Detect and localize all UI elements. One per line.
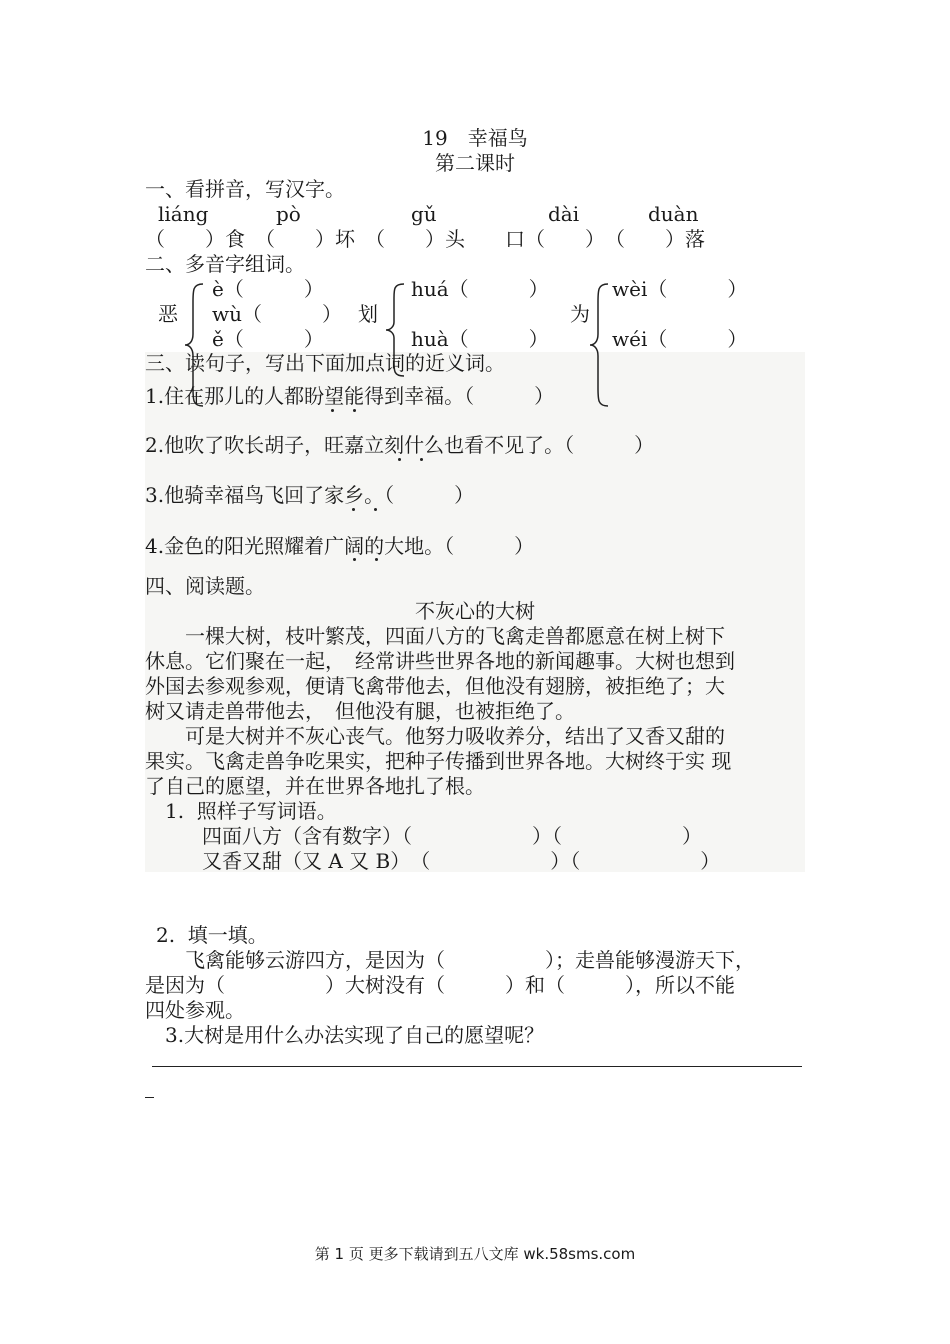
reading-e4[interactable]: è（ ）	[212, 277, 324, 301]
polyphone-char-e: 恶	[158, 302, 178, 326]
section1-blanks[interactable]: （ ）食 （ ）坏 （ ）头 口（ ） （ ）落	[145, 227, 705, 251]
answer-line-stub	[145, 1097, 154, 1098]
left-brace-icon	[588, 282, 610, 408]
q1-label: 1. 照样子写词语。	[165, 799, 337, 823]
pinyin-liang: liáng	[158, 202, 209, 226]
emphasis-dot	[420, 458, 423, 461]
passage-line: 休息。它们聚在一起， 经常讲些世界各地的新闻趣事。大树也想到	[145, 649, 735, 673]
reading-wu4[interactable]: wù（ ）	[212, 302, 342, 326]
q2-label: 2. 填一填。	[156, 923, 268, 947]
lesson-title: 19 幸福鸟	[422, 126, 528, 150]
pinyin-gu: gǔ	[411, 202, 437, 226]
emphasis-dot	[398, 458, 401, 461]
answer-line[interactable]	[152, 1066, 802, 1067]
pinyin-dai: dài	[548, 202, 580, 226]
sentence-1[interactable]: 1.住在那儿的人都盼望能得到幸福。（ ）	[145, 384, 555, 408]
emphasis-dot	[353, 409, 356, 412]
passage-line: 一棵大树，枝叶繁茂，四面八方的飞禽走兽都愿意在树上树下	[145, 624, 725, 648]
q3-label: 3.大树是用什么办法实现了自己的愿望呢？	[165, 1023, 545, 1047]
sentence-4[interactable]: 4.金色的阳光照耀着广阔的大地。（ ）	[145, 534, 535, 558]
q2-line-2[interactable]: 是因为（ ）大树没有（ ）和（ ），所以不能	[145, 973, 735, 997]
q2-line-3: 四处参观。	[145, 998, 245, 1022]
emphasis-dot	[352, 508, 355, 511]
sentence-2[interactable]: 2.他吹了吹长胡子，旺嘉立刻什么也看不见了。（ ）	[145, 433, 655, 457]
passage-line: 外国去参观参观，便请飞禽带他去，但他没有翅膀，被拒绝了；大	[145, 674, 725, 698]
pinyin-duan: duàn	[648, 202, 699, 226]
section1-heading: 一、看拼音，写汉字。	[145, 177, 345, 201]
reading-hua4[interactable]: huà（ ）	[411, 327, 549, 351]
emphasis-dot	[375, 558, 378, 561]
section4-heading: 四、阅读题。	[145, 574, 265, 598]
passage-line: 可是大树并不灰心丧气。他努力吸收养分，结出了又香又甜的	[145, 724, 725, 748]
page-footer: 第 1 页 更多下载请到五八文库 wk.58sms.com	[314, 1245, 636, 1263]
section3-heading: 三、读句子，写出下面加点词的近义词。	[145, 351, 505, 375]
pinyin-po: pò	[276, 202, 301, 226]
emphasis-dot	[353, 558, 356, 561]
polyphone-char-wei: 为	[570, 302, 590, 326]
q2-line-1[interactable]: 飞禽能够云游四方，是因为（ ）；走兽能够漫游天下，	[145, 948, 755, 972]
passage-line: 了自己的愿望，并在世界各地扎了根。	[145, 774, 485, 798]
reading-wei2[interactable]: wéi（ ）	[612, 327, 748, 351]
polyphone-char-hua: 划	[358, 302, 378, 326]
q1-row-1[interactable]: 四面八方（含有数字）（ ）（ ）	[202, 824, 702, 848]
q1-row-2[interactable]: 又香又甜（又 A 又 B） （ ）（ ）	[202, 849, 721, 873]
passage-title: 不灰心的大树	[415, 599, 535, 623]
section2-heading: 二、多音字组词。	[145, 252, 305, 276]
passage-line: 树又请走兽带他去， 但他没有腿，也被拒绝了。	[145, 699, 575, 723]
emphasis-dot	[331, 409, 334, 412]
reading-e3[interactable]: ě（ ）	[212, 327, 324, 351]
emphasis-dot	[374, 508, 377, 511]
sentence-3[interactable]: 3.他骑幸福鸟飞回了家乡。（ ）	[145, 483, 475, 507]
reading-wei4[interactable]: wèi（ ）	[612, 277, 748, 301]
lesson-subtitle: 第二课时	[435, 151, 515, 175]
passage-line: 果实。飞禽走兽争吃果实，把种子传播到世界各地。大树终于实 现	[145, 749, 732, 773]
reading-hua2[interactable]: huá（ ）	[411, 277, 549, 301]
